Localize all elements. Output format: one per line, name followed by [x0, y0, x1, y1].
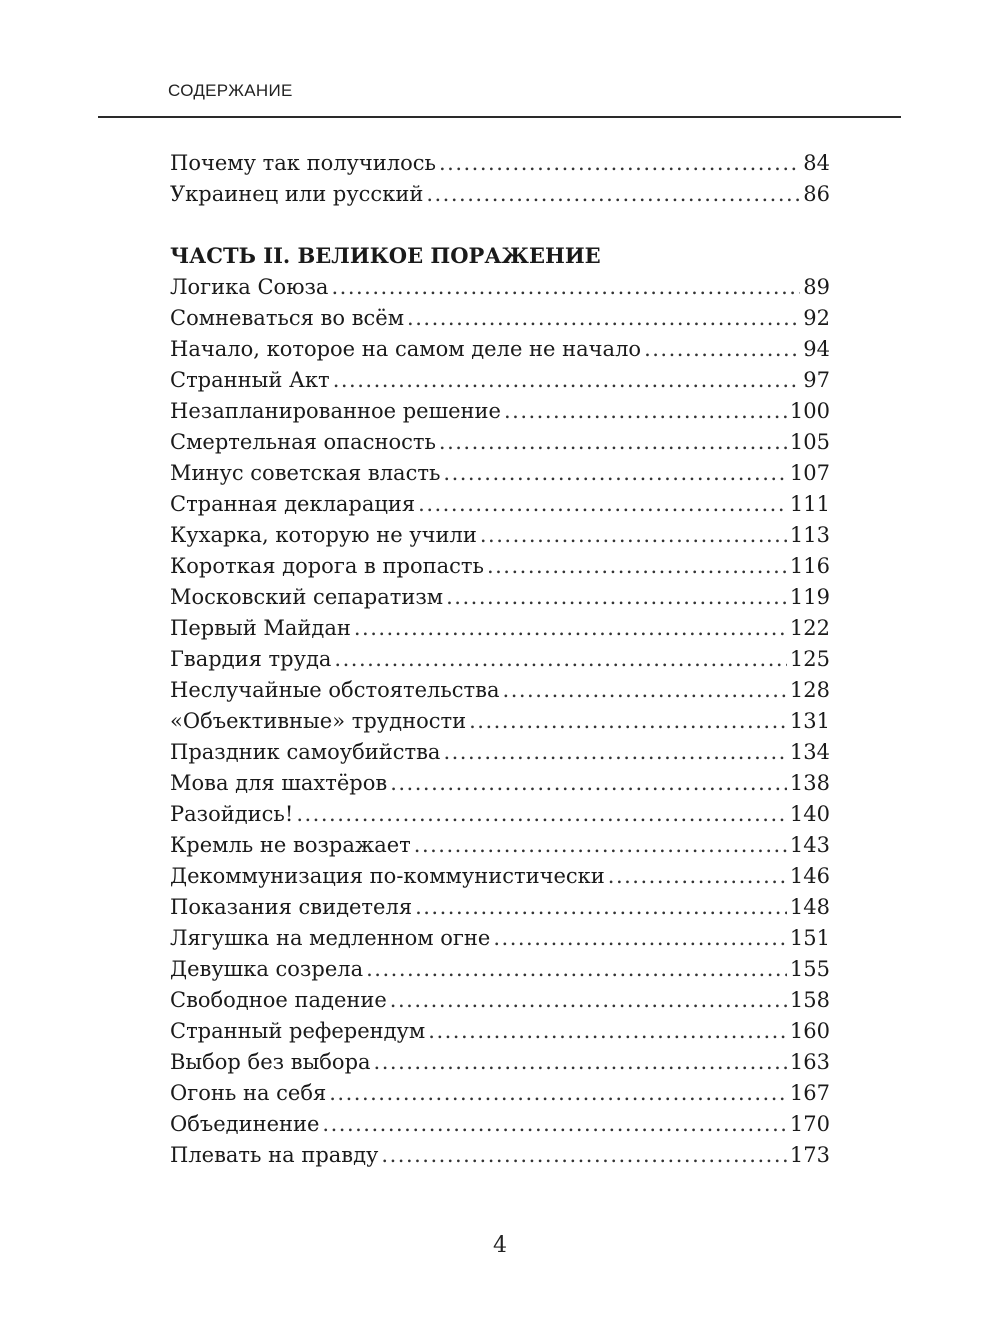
header-rule — [98, 116, 901, 118]
toc-entry-title: Начало, которое на самом деле не начало — [170, 337, 642, 361]
toc-entry-page: 146 — [789, 864, 830, 888]
toc-entry — [170, 1047, 830, 1078]
toc-entry-title: Неслучайные обстоятельства — [170, 678, 500, 702]
toc-entry — [170, 365, 830, 396]
toc-entry-page: 92 — [803, 306, 830, 330]
dot-leader — [390, 985, 787, 1016]
toc-entry-title: Показания свидетеля — [170, 895, 413, 919]
toc-entry — [170, 675, 830, 706]
toc-entry-title: Смертельная опасность — [170, 430, 436, 454]
dot-leader — [443, 737, 786, 768]
toc-entry-page: 86 — [803, 182, 830, 206]
toc-entry-page: 173 — [789, 1143, 830, 1167]
dot-leader — [428, 1016, 787, 1047]
toc-entry-title: Разойдись! — [170, 802, 294, 826]
toc-entry-page: 163 — [789, 1050, 830, 1074]
toc-entry-title: Незапланированное решение — [170, 399, 501, 423]
dot-leader — [439, 427, 787, 458]
toc-entry-page: 131 — [789, 709, 830, 733]
table-of-contents — [170, 148, 830, 1171]
toc-entry-page: 170 — [789, 1112, 830, 1136]
toc-entry-page: 128 — [789, 678, 830, 702]
dot-leader — [480, 520, 787, 551]
toc-entry-title: Выбор без выбора — [170, 1050, 371, 1074]
toc-entry-page: 158 — [789, 988, 830, 1012]
toc-entry-title: Гвардия труда — [170, 647, 332, 671]
toc-entry — [170, 644, 830, 675]
dot-leader — [331, 272, 800, 303]
toc-entry-page: 116 — [789, 554, 830, 578]
toc-entry — [170, 1109, 830, 1140]
dot-leader — [644, 334, 800, 365]
dot-leader — [407, 303, 800, 334]
toc-entry — [170, 1016, 830, 1047]
toc-entry-title: Московский сепаратизм — [170, 585, 444, 609]
toc-entry — [170, 830, 830, 861]
toc-entry-page: 100 — [789, 399, 830, 423]
dot-leader — [322, 1109, 786, 1140]
toc-entry-title: Кухарка, которую не учили — [170, 523, 477, 547]
toc-entry — [170, 923, 830, 954]
dot-leader — [390, 768, 787, 799]
toc-entry — [170, 1078, 830, 1109]
toc-entry-title: Объединение — [170, 1112, 320, 1136]
page-number: 4 — [493, 1233, 507, 1258]
dot-leader — [469, 706, 787, 737]
toc-entry-title: Странная декларация — [170, 492, 416, 516]
toc-entry — [170, 148, 830, 179]
toc-entry — [170, 985, 830, 1016]
intro-entries — [170, 148, 830, 210]
toc-entry-page: 113 — [789, 523, 830, 547]
toc-entry-title: Странный Акт — [170, 368, 330, 392]
toc-entry — [170, 768, 830, 799]
toc-entry-page: 125 — [789, 647, 830, 671]
toc-entry — [170, 303, 830, 334]
toc-entry — [170, 799, 830, 830]
toc-entry-title: Короткая дорога в пропасть — [170, 554, 484, 578]
toc-entry-page: 143 — [789, 833, 830, 857]
dot-leader — [415, 892, 787, 923]
toc-entry-title: Сомневаться во всём — [170, 306, 405, 330]
toc-entry-title: Минус советская власть — [170, 461, 441, 485]
toc-entry-page: 122 — [789, 616, 830, 640]
toc-entry-page: 119 — [789, 585, 830, 609]
toc-entry-title: Кремль не возражает — [170, 833, 411, 857]
toc-entry — [170, 458, 830, 489]
toc-entry-page: 134 — [789, 740, 830, 764]
dot-leader — [354, 613, 787, 644]
toc-entry-title: Первый Майдан — [170, 616, 351, 640]
toc-entry — [170, 861, 830, 892]
dot-leader — [414, 830, 787, 861]
dot-leader — [503, 675, 787, 706]
toc-entry-page: 160 — [789, 1019, 830, 1043]
toc-entry-page: 97 — [803, 368, 830, 392]
toc-entry-page: 140 — [789, 802, 830, 826]
dot-leader — [374, 1047, 787, 1078]
part-entries — [170, 272, 830, 1171]
toc-entry-page: 105 — [789, 430, 830, 454]
toc-entry-title: Праздник самоубийства — [170, 740, 441, 764]
toc-entry — [170, 582, 830, 613]
running-header: СОДЕРЖАНИЕ — [168, 81, 293, 100]
toc-entry — [170, 179, 830, 210]
toc-entry-page: 167 — [789, 1081, 830, 1105]
dot-leader — [443, 458, 787, 489]
dot-leader — [426, 179, 800, 210]
toc-entry-page: 89 — [803, 275, 830, 299]
toc-entry — [170, 892, 830, 923]
toc-entry-title: Девушка созрела — [170, 957, 364, 981]
toc-entry — [170, 737, 830, 768]
toc-entry-title: Плевать на правду — [170, 1143, 379, 1167]
toc-entry-title: Логика Союза — [170, 275, 329, 299]
toc-entry — [170, 613, 830, 644]
dot-leader — [504, 396, 787, 427]
toc-entry-title: Лягушка на медленном огне — [170, 926, 491, 950]
toc-entry-title: Почему так получилось — [170, 151, 436, 175]
toc-entry-page: 138 — [789, 771, 830, 795]
toc-entry-page: 155 — [789, 957, 830, 981]
toc-entry — [170, 272, 830, 303]
toc-entry — [170, 396, 830, 427]
toc-entry-title: Украинец или русский — [170, 182, 424, 206]
toc-entry-title: Декоммунизация по-коммунистически — [170, 864, 605, 888]
toc-entry — [170, 520, 830, 551]
toc-entry-title: Огонь на себя — [170, 1081, 327, 1105]
part-heading: ЧАСТЬ II. ВЕЛИКОЕ ПОРАЖЕНИЕ — [170, 243, 601, 268]
toc-entry — [170, 427, 830, 458]
toc-entry-page: 148 — [789, 895, 830, 919]
dot-leader — [446, 582, 787, 613]
dot-leader — [366, 954, 787, 985]
dot-leader — [418, 489, 787, 520]
toc-entry-page: 94 — [803, 337, 830, 361]
dot-leader — [608, 861, 787, 892]
dot-leader — [439, 148, 800, 179]
toc-entry-title: Свободное падение — [170, 988, 387, 1012]
toc-entry-page: 84 — [803, 151, 830, 175]
toc-entry — [170, 954, 830, 985]
dot-leader — [329, 1078, 787, 1109]
toc-entry-title: Мова для шахтёров — [170, 771, 388, 795]
toc-entry — [170, 1140, 830, 1171]
toc-entry-title: «Объективные» трудности — [170, 709, 467, 733]
dot-leader — [296, 799, 787, 830]
toc-entry-page: 151 — [789, 926, 830, 950]
dot-leader — [381, 1140, 786, 1171]
toc-entry-page: 107 — [789, 461, 830, 485]
dot-leader — [487, 551, 787, 582]
toc-entry — [170, 489, 830, 520]
toc-entry-page: 111 — [789, 492, 830, 516]
dot-leader — [493, 923, 787, 954]
toc-entry — [170, 551, 830, 582]
dot-leader — [334, 644, 786, 675]
dot-leader — [333, 365, 801, 396]
toc-entry-title: Странный референдум — [170, 1019, 426, 1043]
toc-entry — [170, 706, 830, 737]
toc-entry — [170, 334, 830, 365]
